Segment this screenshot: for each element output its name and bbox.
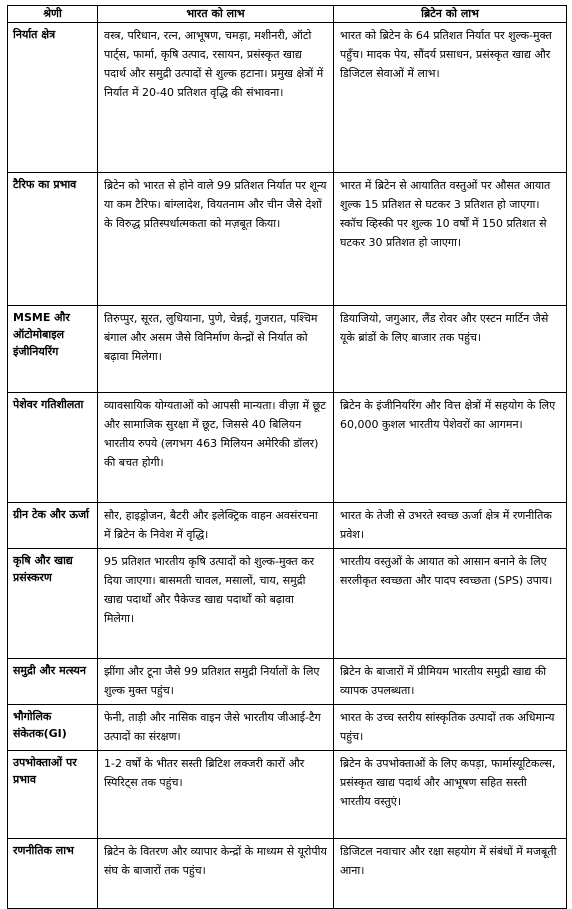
header-britain-benefit: ब्रिटेन को लाभ <box>334 6 567 23</box>
row-india-benefit: तिरुप्पुर, सूरत, लुधियाना, पुणे, चेन्नई, गुजरात, पश्चिम बंगाल और असम जैसे विनिर्माण केन्द्रों से निर्यात को बढ़ावा मिलेगा। <box>98 306 334 393</box>
table-row <box>8 23 567 173</box>
row-category: समुद्री और मत्स्यन <box>8 659 98 705</box>
row-category: टैरिफ का प्रभाव <box>8 173 98 306</box>
row-britain-benefit: डियाजियो, जगुआर, लैंड रोवर और एस्टन मार्टिन जैसे यूके ब्रांडों के लिए बाजार तक पहुंच। <box>334 306 567 393</box>
table-header <box>8 6 567 23</box>
table-row <box>8 173 567 306</box>
table-row <box>8 503 567 549</box>
table-row <box>8 393 567 503</box>
comparison-table <box>7 5 567 909</box>
table-body <box>8 23 567 909</box>
row-category: निर्यात क्षेत्र <box>8 23 98 173</box>
table-row <box>8 839 567 909</box>
row-category: रणनीतिक लाभ <box>8 839 98 909</box>
row-britain-benefit: ब्रिटेन के बाजारों में प्रीमियम भारतीय समुद्री खाद्य की व्यापक उपलब्धता। <box>334 659 567 705</box>
row-britain-benefit: भारत को ब्रिटेन के 64 प्रतिशत निर्यात पर शुल्क-मुक्त पहुँच। मादक पेय, सौंदर्य प्रसाधन, प्रसंस्कृत खाद्य और डिजिटल सेवाओं में लाभ। <box>334 23 567 173</box>
table-row <box>8 549 567 659</box>
table-row <box>8 751 567 839</box>
row-india-benefit: 1-2 वर्षों के भीतर सस्ती ब्रिटिश लक्जरी कारों और स्पिरिट्स तक पहुंच। <box>98 751 334 839</box>
row-india-benefit: फेनी, ताड़ी और नासिक वाइन जैसे भारतीय जीआई-टैग उत्पादों का संरक्षण। <box>98 705 334 751</box>
row-britain-benefit: डिजिटल नवाचार और रक्षा सहयोग में संबंधों में मजबूती आना। <box>334 839 567 909</box>
row-britain-benefit: ब्रिटेन के उपभोक्ताओं के लिए कपड़ा, फार्मास्यूटिकल्स, प्रसंस्कृत खाद्य पदार्थ और आभूषण सहित सस्ती भारतीय वस्तुएं। <box>334 751 567 839</box>
row-category: उपभोक्ताओं पर प्रभाव <box>8 751 98 839</box>
row-india-benefit: व्यावसायिक योग्यताओं को आपसी मान्यता। वीज़ा में छूट और सामाजिक सुरक्षा में छूट, जिससे 40 बिलियन भारतीय रुपये (लगभग 463 मिलियन अमेरिकी डॉलर) की बचत होगी। <box>98 393 334 503</box>
table-row <box>8 306 567 393</box>
row-india-benefit: 95 प्रतिशत भारतीय कृषि उत्पादों को शुल्क-मुक्त कर दिया जाएगा। बासमती चावल, मसालों, चाय, समुद्री खाद्य पदार्थों और पैकेज्ड खाद्य पदार्थों को बढ़ावा मिलेगा। <box>98 549 334 659</box>
row-category: भौगोलिक संकेतक(GI) <box>8 705 98 751</box>
header-row <box>8 6 567 23</box>
row-britain-benefit: ब्रिटेन के इंजीनियरिंग और वित्त क्षेत्रों में सहयोग के लिए 60,000 कुशल भारतीय पेशेवरों का आगमन। <box>334 393 567 503</box>
row-britain-benefit: भारतीय वस्तुओं के आयात को आसान बनाने के लिए सरलीकृत स्वच्छता और पादप स्वच्छता (SPS) उपाय। <box>334 549 567 659</box>
row-category: पेशेवर गतिशीलता <box>8 393 98 503</box>
header-india-benefit: भारत को लाभ <box>98 6 334 23</box>
table-row <box>8 705 567 751</box>
row-category: कृषि और खाद्य प्रसंस्करण <box>8 549 98 659</box>
row-india-benefit: ब्रिटेन को भारत से होने वाले 99 प्रतिशत निर्यात पर शून्य या कम टैरिफ। बांग्लादेश, वियतनाम और चीन जैसे देशों के विरुद्ध प्रतिस्पर्धात्मकता को मज़बूत किया। <box>98 173 334 306</box>
row-britain-benefit: भारत में ब्रिटेन से आयातित वस्तुओं पर औसत आयात शुल्क 15 प्रतिशत से घटकर 3 प्रतिशत हो जाएगा। स्कॉच व्हिस्की पर शुल्क 10 वर्षों में 150 प्रतिशत से घटकर 30 प्रतिशत हो जाएगा। <box>334 173 567 306</box>
row-india-benefit: सौर, हाइड्रोजन, बैटरी और इलेक्ट्रिक वाहन अवसंरचना में ब्रिटेन के निवेश में वृद्धि। <box>98 503 334 549</box>
row-india-benefit: वस्त्र, परिधान, रत्न, आभूषण, चमड़ा, मशीनरी, ऑटो पार्ट्स, फार्मा, कृषि उत्पाद, रसायन, प्रसंस्कृत खाद्य पदार्थ और समुद्री उत्पादों से शुल्क हटाना। प्रमुख क्षेत्रों में निर्यात में 20-40 प्रतिशत वृद्धि की संभावना। <box>98 23 334 173</box>
table-row <box>8 659 567 705</box>
row-india-benefit: झींगा और टूना जैसे 99 प्रतिशत समुद्री निर्यातों के लिए शुल्क मुक्त पहुंच। <box>98 659 334 705</box>
header-category: श्रेणी <box>8 6 98 23</box>
row-britain-benefit: भारत के तेजी से उभरते स्वच्छ ऊर्जा क्षेत्र में रणनीतिक प्रवेश। <box>334 503 567 549</box>
row-india-benefit: ब्रिटेन के वितरण और व्यापार केन्द्रों के माध्यम से यूरोपीय संघ के बाजारों तक पहुंच। <box>98 839 334 909</box>
row-category: MSME और ऑटोमोबाइल इंजीनियरिंग <box>8 306 98 393</box>
row-category: ग्रीन टेक और ऊर्जा <box>8 503 98 549</box>
row-britain-benefit: भारत के उच्च स्तरीय सांस्कृतिक उत्पादों तक अधिमान्य पहुंच। <box>334 705 567 751</box>
